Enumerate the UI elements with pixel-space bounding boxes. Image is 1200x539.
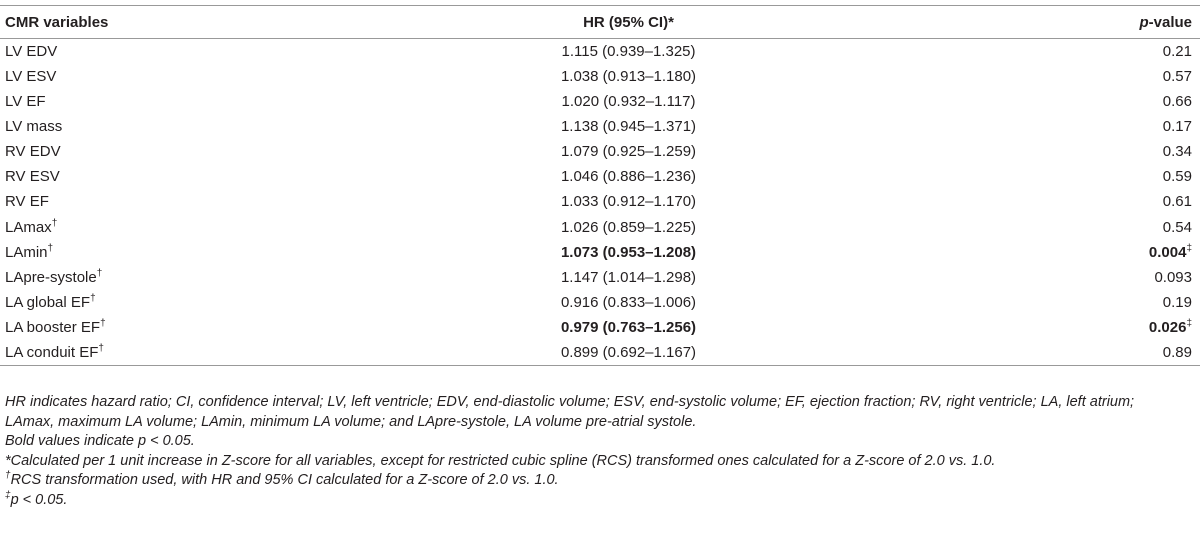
cell-p-value	[927, 114, 1200, 139]
p-value-text: 0.57	[1162, 67, 1192, 85]
footnote-dagger	[5, 471, 1185, 491]
p-value-footnote-mark: ‡	[1186, 242, 1192, 254]
table-row	[0, 290, 1200, 315]
table-row	[0, 240, 1200, 265]
cell-variable	[0, 114, 333, 139]
p-value-text: 0.004	[1148, 243, 1187, 261]
table-header-row	[0, 6, 1200, 39]
cell-hazard-ratio: 1.073 (0.953–1.208)	[560, 243, 697, 261]
cell-hazard-ratio: 1.026 (0.859–1.225)	[560, 218, 697, 236]
table-row	[0, 64, 1200, 89]
cell-variable	[0, 39, 333, 64]
cell-hazard-ratio: 0.916 (0.833–1.006)	[560, 293, 697, 311]
p-value-text: 0.54	[1162, 218, 1192, 236]
cell-variable	[0, 89, 333, 114]
cell-variable	[0, 340, 333, 365]
variable-label: RV EF	[5, 193, 49, 211]
variable-label: LV ESV	[5, 67, 57, 85]
cell-variable	[0, 240, 333, 265]
table-row	[0, 139, 1200, 164]
variable-footnote-mark: †	[51, 217, 58, 229]
cell-hazard-ratio: 1.038 (0.913–1.180)	[560, 67, 697, 85]
cell-p-value	[927, 89, 1200, 114]
table-row	[0, 39, 1200, 64]
dagger-note-text: RCS transformation used, with HR and 95% CI calculated for a Z-score of 2.0 vs. 1.0.	[10, 472, 559, 489]
p-value-footnote-mark: ‡	[1186, 318, 1192, 330]
cell-p-value	[927, 240, 1200, 265]
cell-p-value	[927, 290, 1200, 315]
cell-variable	[0, 64, 333, 89]
header-p-suffix: -value	[1148, 13, 1192, 31]
cell-variable	[0, 214, 333, 239]
cell-variable	[0, 139, 333, 164]
cell-p-value	[927, 139, 1200, 164]
cell-variable	[0, 315, 333, 340]
table-row	[0, 340, 1200, 365]
table-row	[0, 114, 1200, 139]
cell-p-value	[927, 214, 1200, 239]
cell-hazard-ratio: 0.899 (0.692–1.167)	[333, 340, 927, 365]
variable-label: LA global EF	[5, 293, 91, 311]
variable-label: LA conduit EF	[5, 344, 99, 361]
variable-label: LA booster EF	[5, 319, 101, 337]
cell-p-value	[927, 164, 1200, 189]
cell-hazard-ratio: 1.138 (0.945–1.371)	[560, 117, 697, 135]
cell-variable	[0, 290, 333, 315]
cell-hazard-ratio: 1.020 (0.932–1.117)	[561, 92, 696, 110]
p-value-text: 0.61	[1162, 193, 1192, 211]
table-row	[0, 265, 1200, 290]
variable-footnote-mark: †	[100, 318, 106, 330]
table-row	[0, 189, 1200, 214]
table-row	[0, 164, 1200, 189]
variable-footnote-mark: †	[90, 292, 96, 304]
footnote-double-dagger	[5, 491, 1185, 511]
header-p-italic: p	[1139, 13, 1149, 31]
cell-variable	[0, 189, 333, 214]
cell-hazard-ratio: 0.979 (0.763–1.256)	[560, 319, 697, 337]
variable-label: LV mass	[5, 117, 63, 135]
variable-label: LV EDV	[5, 42, 58, 60]
p-value-text: 0.59	[1162, 168, 1192, 186]
cell-variable	[0, 265, 333, 290]
variable-label: LAmin	[5, 243, 48, 261]
table-row	[0, 315, 1200, 340]
table-row	[0, 214, 1200, 239]
cell-p-value	[927, 315, 1200, 340]
variable-label: RV ESV	[5, 168, 60, 186]
header-cmr-variables: CMR variables	[0, 6, 333, 39]
header-p-value	[927, 6, 1200, 39]
cell-hazard-ratio: 1.079 (0.925–1.259)	[560, 143, 697, 161]
p-value-text: 0.026	[1148, 319, 1187, 337]
variable-label: LApre-systole	[5, 268, 97, 286]
table-row	[0, 89, 1200, 114]
variable-label: LAmax	[5, 218, 52, 236]
double-dagger-note-text: p < 0.05.	[10, 491, 68, 508]
footnote-bold-values: Bold values indicate p < 0.05.	[5, 433, 195, 450]
table-body	[0, 39, 1200, 366]
cell-hazard-ratio: 1.033 (0.912–1.170)	[560, 193, 697, 211]
cmr-hazard-table	[0, 5, 1200, 366]
p-value-text: 0.17	[1162, 117, 1192, 135]
cell-p-value	[927, 64, 1200, 89]
p-value-text: 0.19	[1162, 293, 1192, 311]
double-dagger-symbol: ‡	[5, 490, 11, 502]
cell-hazard-ratio: 1.115 (0.939–1.325)	[561, 42, 696, 60]
p-value-text: 0.66	[1162, 92, 1192, 110]
cell-p-value	[927, 189, 1200, 214]
table-footnotes	[5, 393, 1185, 511]
p-value-text: 0.093	[1154, 268, 1192, 286]
variable-footnote-mark: †	[96, 267, 103, 279]
p-value-text: 0.89	[1162, 344, 1192, 361]
p-value-text: 0.34	[1162, 143, 1192, 161]
dagger-symbol: †	[5, 470, 11, 482]
cell-hazard-ratio: 1.147 (1.014–1.298)	[560, 268, 697, 286]
cell-p-value	[927, 265, 1200, 290]
footnote-asterisk: *Calculated per 1 unit increase in Z-score for all variables, except for restricted cubic spline (RCS) transformed ones calculated for a Z-score of 2.0 vs. 1.0.	[5, 452, 996, 469]
cell-variable	[0, 164, 333, 189]
variable-footnote-mark: †	[47, 242, 54, 254]
variable-footnote-mark: †	[98, 343, 104, 354]
footnote-abbreviations: HR indicates hazard ratio; CI, confidence interval; LV, left ventricle; EDV, end-diastolic volume; ESV, end-systolic volume; EF, ejection fraction; RV, right ventricle; LA, left atrium; LAmax, maximum LA volume; LAmin, minimum LA volume; and LApre-systole, LA volume pre-atrial systole.	[5, 394, 1135, 430]
cell-p-value	[927, 39, 1200, 64]
header-hr-ci: HR (95% CI)*	[333, 6, 927, 39]
cell-p-value	[927, 340, 1200, 365]
variable-label: LV EF	[5, 92, 46, 110]
variable-label: RV EDV	[5, 143, 61, 161]
p-value-text: 0.21	[1162, 42, 1192, 60]
cell-hazard-ratio: 1.046 (0.886–1.236)	[560, 168, 697, 186]
